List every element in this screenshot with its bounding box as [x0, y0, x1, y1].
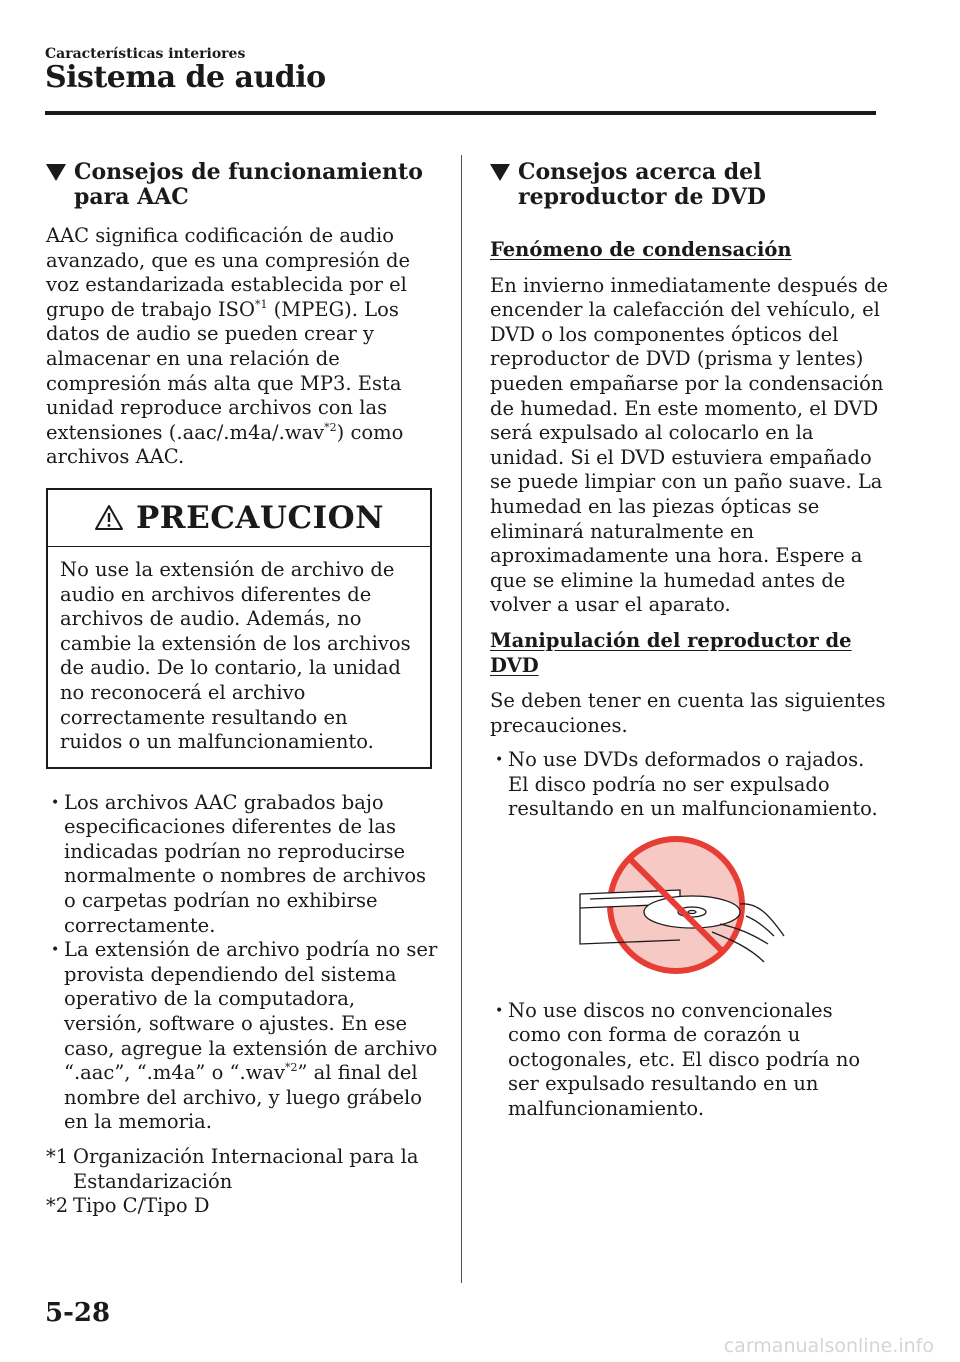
footnote-mark: *2 [46, 1194, 69, 1218]
handling-paragraph: Se deben tener en cuenta las siguientes precauciones. [490, 689, 886, 737]
warning-icon [94, 504, 124, 531]
right-column [490, 160, 890, 1122]
footnote-ref: *1 [254, 297, 268, 311]
list-item: • No use DVDs deformados o rajados. El disco podría no ser expulsado resultando en un malfuncionamiento. [490, 748, 890, 822]
caution-header [48, 490, 430, 547]
footnote-text: Tipo C/Tipo D [73, 1194, 210, 1218]
footnote-mark: *1 [46, 1145, 69, 1168]
caution-text: No use la extensión de archivo de audio en archivos diferentes de archivos de audio. Además, no cambie la extensión de los archivos de audio. De lo contario, la unidad no reconocerá el archivo correctamente resultando en ruidos o un malfuncionamiento. [60, 557, 411, 754]
watermark: carmanualsonline.info [723, 1335, 934, 1357]
aac-tips-heading: Consejos de funcionamiento para AAC [46, 160, 438, 210]
dvd-bullet-list-2 [490, 999, 890, 1122]
list-item: • Los archivos AAC grabados bajo especificaciones diferentes de las indicadas podrían no reproducirse normalmente o nombres de archivos o carpetas podrían no exhibirse correctamente. [46, 791, 438, 939]
left-column [46, 160, 438, 1219]
dvd-bullet-list [490, 748, 890, 822]
header-rule [45, 111, 876, 115]
caution-box [46, 488, 432, 769]
caution-title: PRECAUCION [136, 499, 384, 536]
triangle-down-icon [490, 164, 510, 181]
triangle-down-icon [46, 164, 66, 181]
column-divider [461, 155, 462, 1283]
aac-intro-paragraph: AAC significa codificación de audio avanzado, que es una compresión de voz estandarizada establecida por el grupo de trabajo ISO$^{*1}$ (MPEG). Los datos de audio se pueden crear y almacenar en una relación de compresión más alta que MP3. Esta unidad reproduce archivos con las extensiones (.aac/.m4a/.wav$^{*2}$) como archivos AAC. [46, 224, 411, 469]
footnote-text: Organización Internacional para la Estandarización [73, 1145, 419, 1193]
prohibited-disc-illustration [570, 832, 790, 982]
page-number: 5-28 [45, 1298, 111, 1328]
list-item: • La extensión de archivo podría no ser provista dependiendo del sistema operativo de la computadora, versión, software o ajustes. En ese caso, agregue la extensión de archivo “.aac”, “.m4a” o “.wav$^{*2}$” al final del nombre del archivo, y luego grábelo en la memoria. [46, 938, 438, 1135]
footnotes [46, 1145, 438, 1219]
footnote [46, 1194, 438, 1219]
list-item: • No use discos no convencionales como con forma de corazón u octogonales, etc. El disco podría no ser expulsado resultando en un malfuncionamiento. [490, 999, 890, 1122]
aac-bullet-list [46, 791, 438, 1135]
condensation-paragraph: En invierno inmediatamente después de encender la calefacción del vehículo, el DVD o los componentes ópticos del reproductor de DVD (prisma y lentes) pueden empañarse por la condensación de humedad. En este momento, el DVD será expulsado al colocarlo en la unidad. Si el DVD estuviera empañado se puede limpiar con un paño suave. La humedad en las piezas ópticas se eliminará naturalmente en aproximadamente una hora. Espere a que se elimine la humedad antes de volver a usar el aparato. [490, 273, 889, 617]
section-label: Características interiores [45, 46, 246, 62]
handling-heading: Manipulación del reproductor de DVD [490, 628, 852, 677]
footnote-ref: *2 [324, 420, 337, 434]
footnote-ref: *2 [285, 1061, 298, 1075]
page-title: Sistema de audio [45, 60, 326, 95]
condensation-heading: Fenómeno de condensación [490, 238, 792, 261]
dvd-tips-heading: Consejos acerca del reproductor de DVD [490, 160, 890, 210]
footnote [46, 1145, 438, 1194]
